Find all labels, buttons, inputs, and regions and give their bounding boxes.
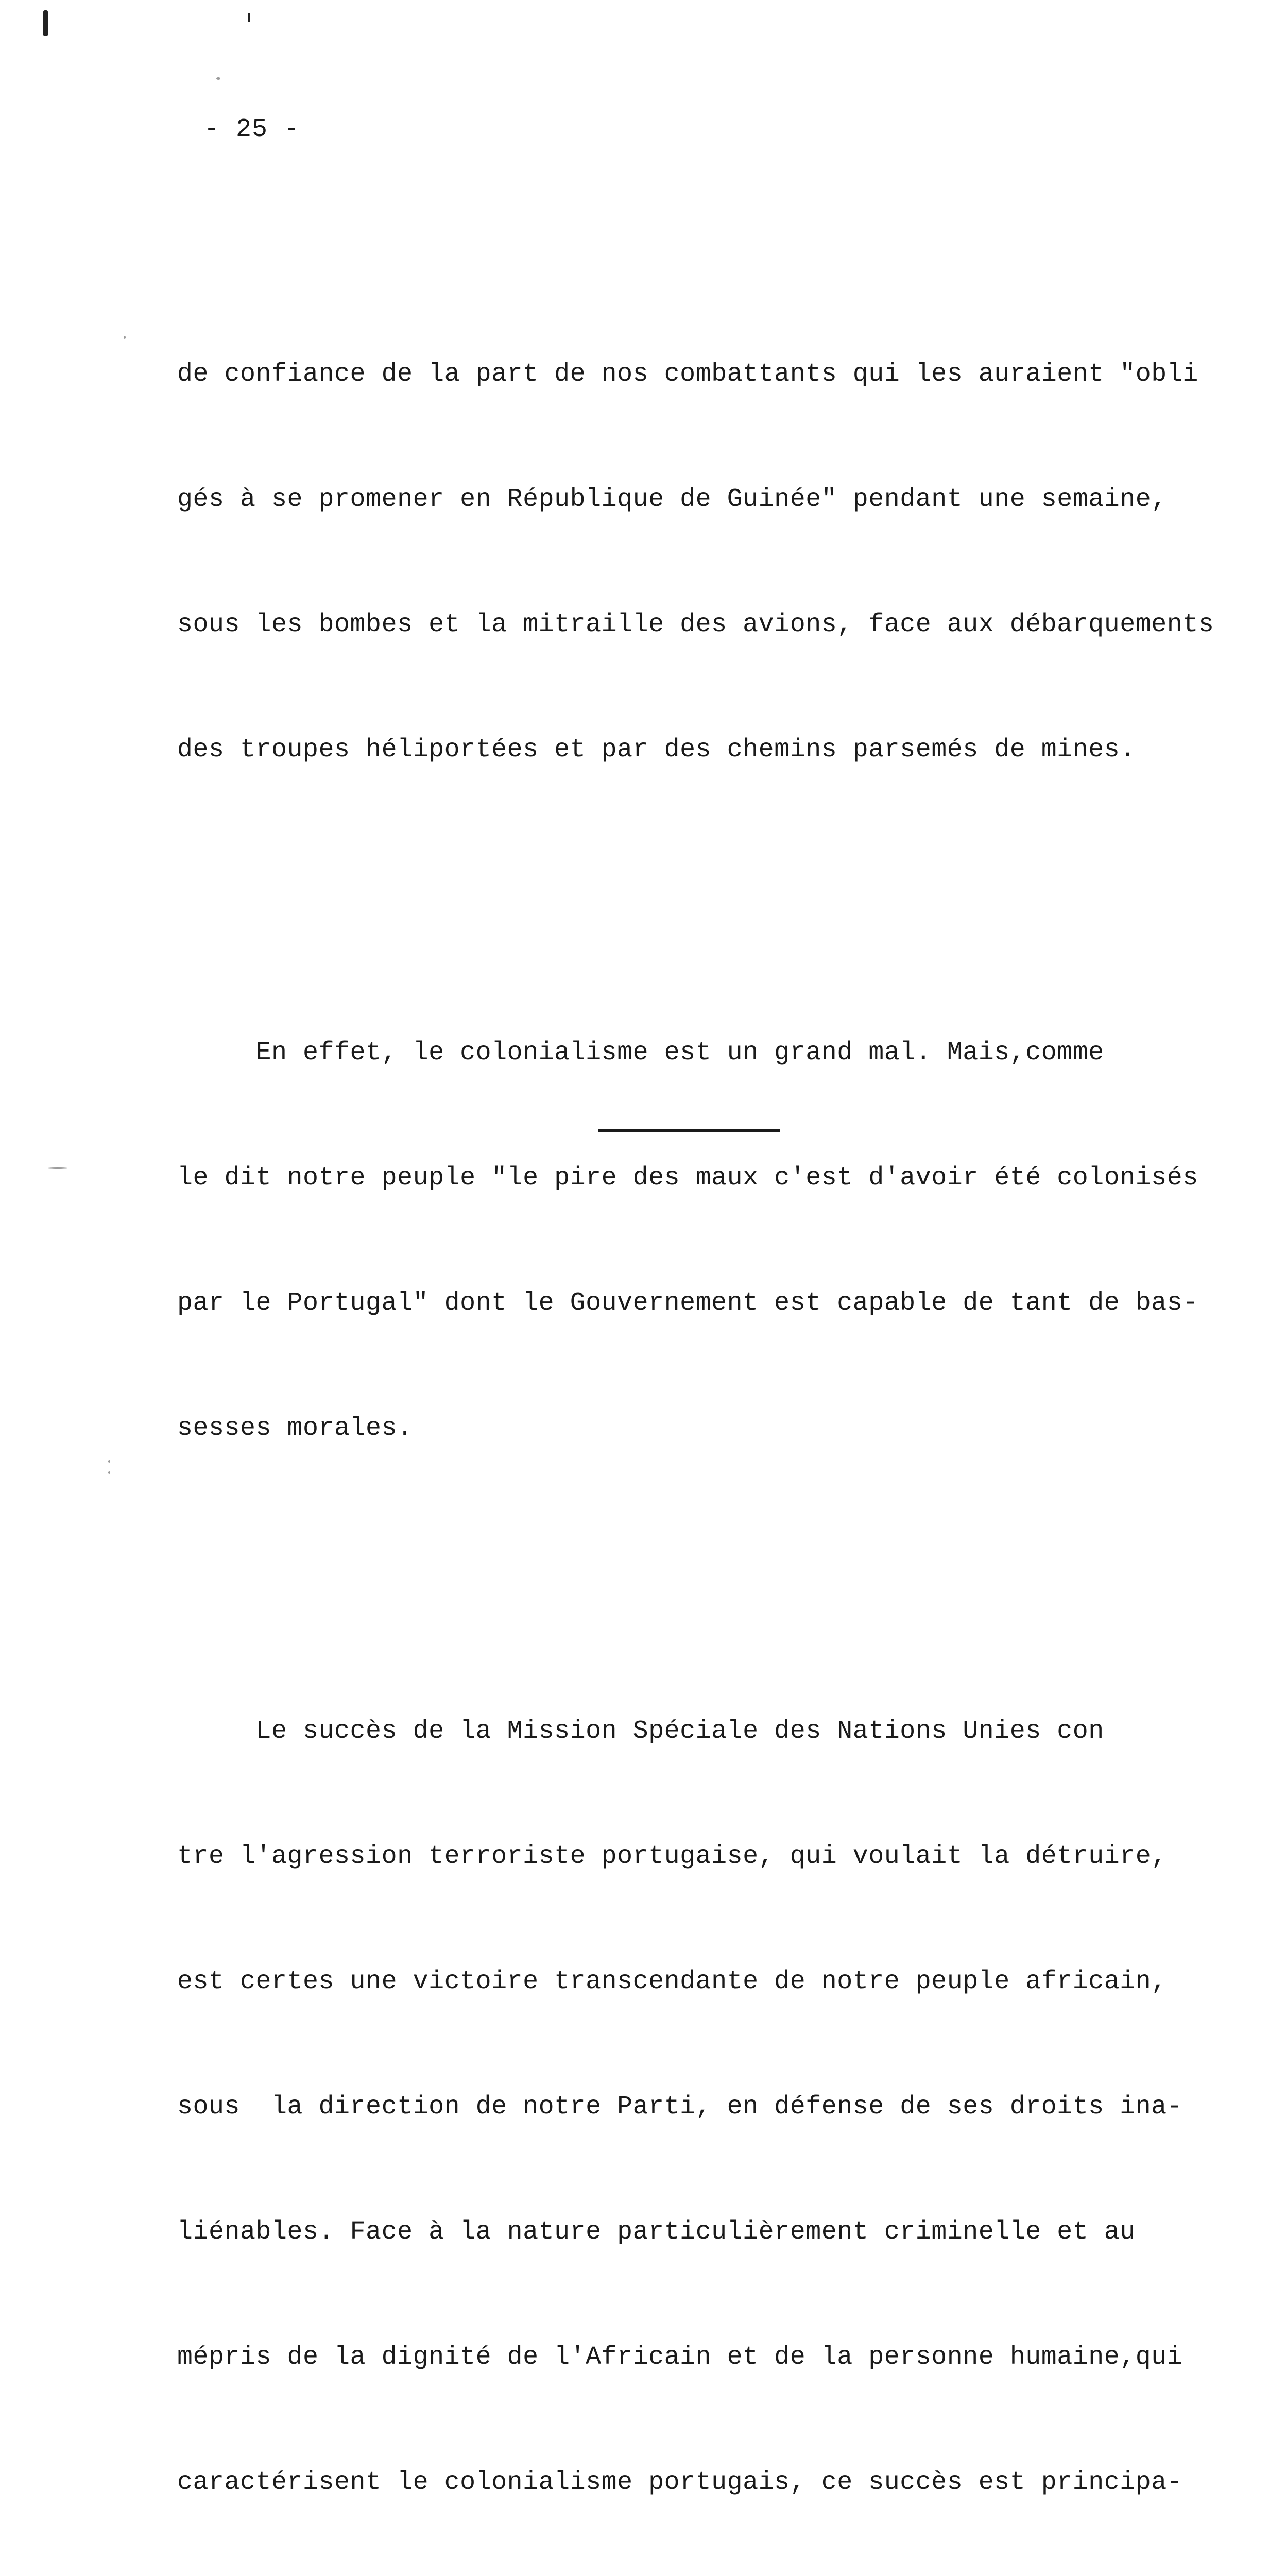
end-rule-divider [598,1129,780,1132]
text-line: mépris de la dignité de l'Africain et de la personne humaine,qui [177,2343,1183,2372]
text-line: caractérisent le colonialisme portugais, ce succès est principa- [177,2468,1183,2497]
scan-dot [108,1460,110,1463]
text-line: sous la direction de notre Parti, en défense de ses droits ina- [177,2092,1183,2122]
text-line: tre l'agression terroriste portugaise, qui voulait la détruire, [177,1842,1167,1871]
text-line: sous les bombes et la mitraille des avions, face aux débarquements [177,610,1214,639]
text-line: est certes une victoire transcendante de notre peuple africain, [177,1967,1167,1996]
scan-dot [124,336,126,339]
text-line: En effet, le colonialisme est un grand mal. Mais,comme [177,1038,1104,1067]
scan-mark-top-left [43,10,48,36]
paragraph-1 [177,270,1214,854]
text-line: Le succès de la Mission Spéciale des Nations Unies con [177,1717,1104,1746]
text-line: gés à se promener en République de Guinée" pendant une semaine, [177,485,1167,514]
scan-mark-top [248,13,250,22]
body-text [177,187,1214,2576]
text-line: par le Portugal" dont le Gouvernement est capable de tant de bas- [177,1289,1198,1318]
text-line: liénables. Face à la nature particulièrement criminelle et au [177,2217,1136,2247]
text-line: le dit notre peuple "le pire des maux c'est d'avoir été colonisés [177,1163,1198,1193]
scan-dot [216,77,220,80]
text-line: de confiance de la part de nos combattants qui les auraient "obli [177,360,1198,389]
scan-dot [47,1167,68,1169]
paragraph-2 [177,948,1198,1533]
scan-dot [108,1471,110,1474]
page-number: - 25 - [204,115,300,144]
text-line: des troupes héliportées et par des chemins parsemés de mines. [177,735,1136,765]
paragraph-3 [177,1627,1183,2576]
text-line: sesses morales. [177,1414,413,1443]
